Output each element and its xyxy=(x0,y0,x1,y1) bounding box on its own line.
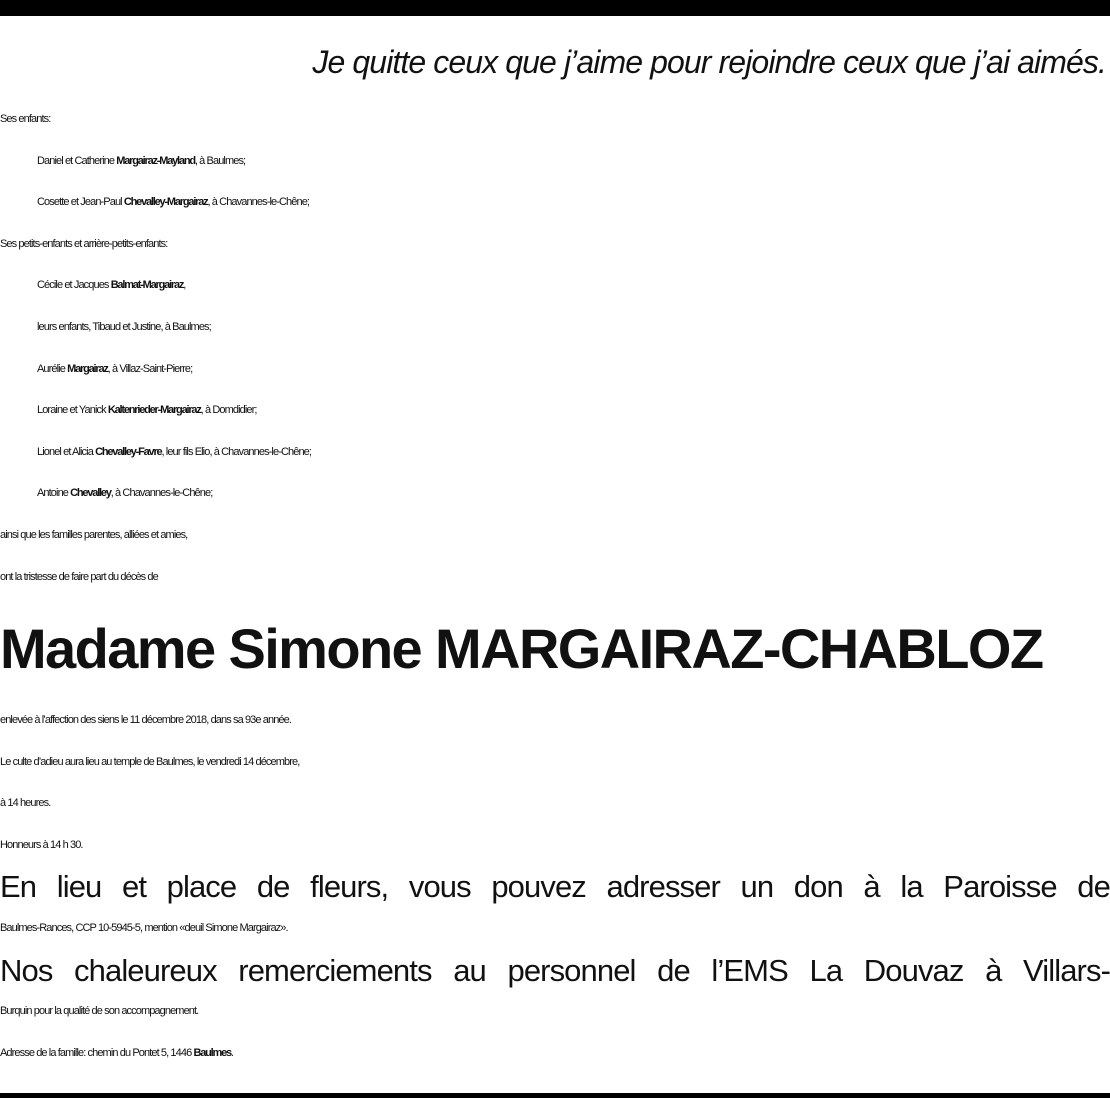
grandchild-entry xyxy=(0,432,1110,474)
details-block xyxy=(0,700,1110,1074)
grandchildren-heading: Ses petits-enfants et arrière-petits-enfants: xyxy=(0,237,168,250)
detail-line: enlevée à l’affection des siens le 11 décembre 2018, dans sa 93e année. xyxy=(0,714,292,726)
family-address xyxy=(0,1033,1110,1075)
entry-surname: Chevalley-Favre xyxy=(95,445,162,458)
grandchild-entry xyxy=(0,307,1110,349)
top-rule xyxy=(0,0,1110,16)
entry-pre: Cosette et Jean-Paul xyxy=(37,196,124,209)
entry-post: , xyxy=(183,279,186,292)
grandchild-entry xyxy=(0,473,1110,515)
address-town: Baulmes xyxy=(193,1046,231,1059)
grandchild-entry xyxy=(0,390,1110,432)
entry-surname: Balmat-Margairaz xyxy=(110,279,184,292)
children-heading: Ses enfants: xyxy=(0,113,51,125)
detail-line: Le culte d’adieu aura lieu au temple de Baulmes, le vendredi 14 décembre, xyxy=(0,755,300,768)
bottom-rule xyxy=(0,1093,1110,1098)
entry-post: , à Domdidier; xyxy=(200,404,257,417)
announce-line: ont la tristesse de faire part du décès de xyxy=(0,570,158,583)
grandchild-entry xyxy=(0,265,1110,307)
entry-pre: Cécile et Jacques xyxy=(37,279,111,292)
families-line: ainsi que les familles parentes, alliées et amies, xyxy=(0,528,188,541)
entry-pre: leurs enfants, Tibaud et Justine, à Baulmes; xyxy=(37,320,211,333)
entry-surname: Chevalley-Margairaz xyxy=(123,196,208,209)
child-entry xyxy=(0,182,1110,224)
detail-line: Nos chaleureux remerciements au personnel de l’EMS La Douvaz à Villars- xyxy=(0,952,1110,988)
entry-pre: Aurélie xyxy=(37,362,68,375)
entry-surname: Margairaz-Mayland xyxy=(116,154,195,167)
grandchild-entry xyxy=(0,349,1110,391)
detail-line: Burquin pour la qualité de son accompagnement. xyxy=(0,1005,199,1018)
detail-line: Honneurs à 14 h 30. xyxy=(0,838,83,851)
entry-surname: Margairaz xyxy=(67,362,108,375)
child-entry xyxy=(0,141,1110,183)
entry-pre: Loraine et Yanick xyxy=(37,404,108,417)
deceased-name: Madame Simone MARGAIRAZ-CHABLOZ xyxy=(0,617,1043,680)
entry-pre: Lionel et Alicia xyxy=(37,445,96,458)
detail-line: à 14 heures. xyxy=(0,797,51,810)
detail-line: En lieu et place de fleurs, vous pouvez adresser un don à la Paroisse de xyxy=(0,869,1110,905)
entry-post: , à Baulmes; xyxy=(194,154,246,167)
epigraph: Je quitte ceux que j’aime pour rejoindre ceux que j’ai aimés. xyxy=(312,44,1106,80)
entry-post: , à Chavannes-le-Chêne; xyxy=(110,487,213,500)
entry-post: , leur fils Elio, à Chavannes-le-Chêne; xyxy=(161,445,312,458)
address-text: Adresse de la famille: chemin du Pontet 5, 1446 xyxy=(0,1046,194,1059)
entry-surname: Chevalley xyxy=(70,487,111,500)
detail-line: Baulmes-Rances, CCP 10-5945-5, mention «deuil Simone Margairaz». xyxy=(0,921,288,934)
entry-pre: Antoine xyxy=(37,487,71,500)
entry-surname: Kaltenrieder-Margairaz xyxy=(107,404,201,417)
entry-pre: Daniel et Catherine xyxy=(37,154,117,167)
entry-post: , à Chavannes-le-Chêne; xyxy=(207,196,310,209)
entry-post: , à Villaz-Saint-Pierre; xyxy=(107,362,193,375)
address-end: . xyxy=(230,1046,234,1059)
family-list xyxy=(0,99,1110,598)
